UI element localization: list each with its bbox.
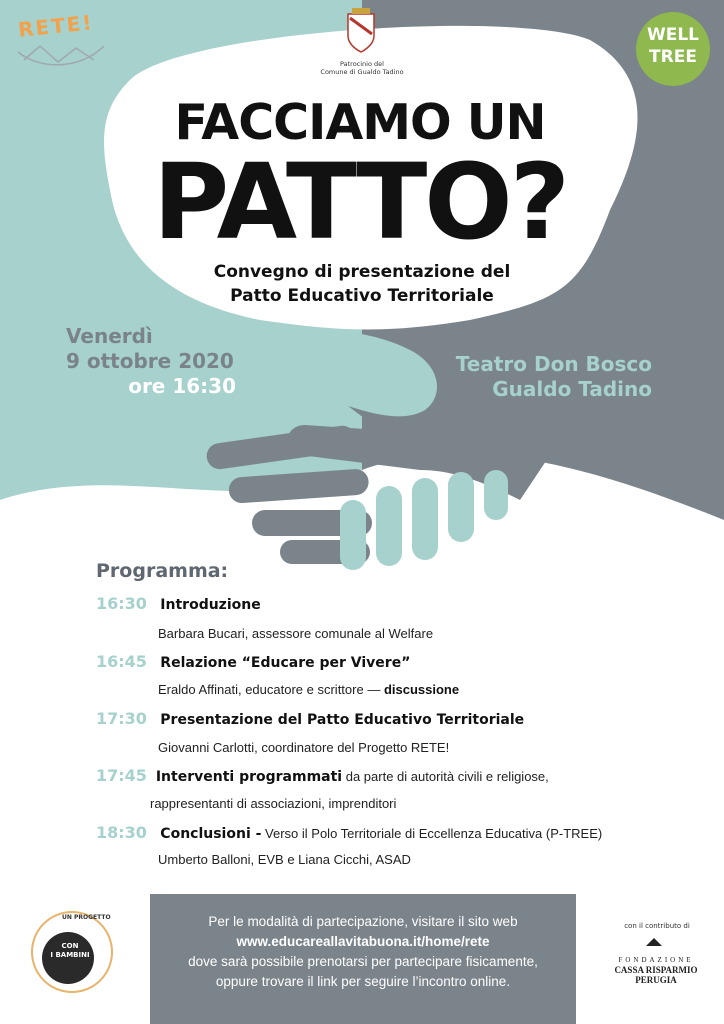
title-line-1: FACCIAMO UN [174,94,546,151]
programme-time: 18:30 [96,823,147,842]
footer-line-3: dove sarà possibile prenotarsi per partecipare fisicamente, [188,954,538,969]
event-time: ore 16:30 [128,374,236,398]
event-venue [420,352,652,402]
programme-detail: rappresentanti di associazioni, imprenditori [150,796,397,811]
programme-title: Interventi programmati [155,769,343,785]
event-day: Venerdì [66,324,153,348]
event-date [66,324,266,399]
venue-line-1: Teatro Don Bosco [455,352,652,376]
programme-item-1-header [96,594,261,613]
footer-info-text [150,912,576,992]
programme-item-3-header [96,709,524,728]
footer-line-4: oppure trovare il link per seguire l’incontro online. [215,974,511,989]
programme-time: 16:45 [96,652,147,671]
programme-item-3-detail [158,740,449,755]
programme-title: Introduzione [160,597,261,613]
programme-item-2-detail [158,682,459,697]
fondazione-line-1: FONDAZIONE [618,956,694,964]
programme-item-5-header [96,823,602,842]
subtitle [170,260,554,308]
welltree-line-1: WELL [646,25,700,45]
patrocinio-line-1: Patrocinio del [340,60,384,68]
programme-time: 16:30 [96,594,147,613]
footer-line-1: Per le modalità di partecipazione, visitare il sito web [208,914,518,929]
crest-graphic [348,8,374,52]
venue-line-2: Gualdo Tadino [492,377,652,401]
programme-title: Presentazione del Patto Educativo Territoriale [160,712,525,728]
patrocinio-line-2: Comune di Gualdo Tadino [320,68,404,76]
programme-title-rest: da parte di autorità civili e religiose, [342,769,549,784]
programme-time: 17:30 [96,709,147,728]
con-bambini-top: UN PROGETTO [62,914,111,921]
patrocinio-caption [300,60,424,76]
programme-item-4-header [96,766,549,785]
programme-detail: Barbara Bucari, assessore comunale al Welfare [158,626,434,641]
event-date-text: 9 ottobre 2020 [66,349,234,373]
programme-title: Conclusioni - [160,826,262,842]
con-bambini-text [50,942,90,960]
con-bambini-line-2: I BAMBINI [50,951,90,959]
programme-detail: Giovanni Carlotti, coordinatore del Progetto RETE! [158,740,450,755]
programme-detail: Eraldo Affinati, educatore e scrittore — [158,682,384,697]
con-bambini-line-1: CON [61,942,79,950]
programme-item-4-detail [150,796,396,811]
programme-heading: Programma: [96,560,229,582]
programme-item-2-header [96,652,410,671]
programme-title: Relazione “Educare per Vivere” [160,655,411,671]
subtitle-line-2: Patto Educativo Territoriale [230,286,494,306]
subtitle-line-1: Convegno di presentazione del [213,262,511,282]
title-line-2: PATTO? [152,141,568,263]
programme-detail-bold: discussione [383,682,460,697]
welltree-logo-text [636,24,710,68]
programme-title-rest: Verso il Polo Territoriale di Eccellenza Educativa (P-TREE) [261,826,603,841]
fondazione-line-2: CASSA RISPARMIO PERUGIA [614,965,698,985]
rete-logo-text: RETE! [16,10,95,42]
welltree-line-2: TREE [649,47,697,67]
programme-detail: Umberto Balloni, EVB e Liana Cicchi, ASAD [158,852,411,867]
programme-item-5-detail [158,852,411,867]
programme-item-1-detail [158,626,433,641]
programme-time: 17:45 [96,766,147,785]
footer-website-link[interactable]: www.educareallavitabuona.it/home/rete [236,934,490,949]
contribution-caption: con il contributo di [624,922,690,930]
